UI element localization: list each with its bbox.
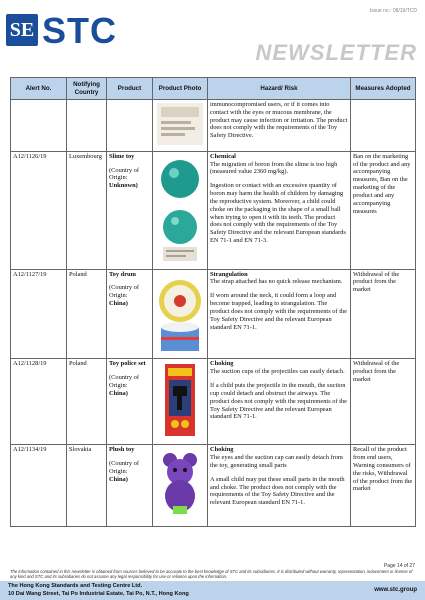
hazard-text: The migration of boron from the slime is too high (measured value 2360 mg/kg). [210, 160, 338, 176]
hazard-text: If worn around the neck, it could form a loop and become trapped, leading to strangulation. The product does not comply with the requirements of the Toy Safety Directive and the relevant European standard EN 71-1. [210, 292, 348, 331]
toy-drum-photo [155, 271, 205, 355]
hazard-text: A small child may put these small parts in the mouth and choke. The product does not comply with the requirements of the Toy Safety Directive and the relevant European standard EN 71-1. [210, 475, 345, 507]
header-photo: Product Photo [153, 78, 208, 100]
table-row [11, 359, 416, 445]
product-cell: Slime toy (Country of Origin: Unknown) [107, 151, 153, 269]
hazard-cell: immunocompromised users, or if it comes into contact with the eyes or mucous membrane, the product may cause infection or irritation. The product does not comply with the requirements of the Toy Safety Directive. [208, 100, 351, 152]
measures-cell: Recall of the product from end users, Warning consumers of the risks, Withdrawal of the product from the market [351, 445, 416, 527]
country: Poland [67, 359, 107, 445]
footer-bar [0, 581, 425, 600]
hazard-text: The suction cups of the projectiles can easily detach. [210, 368, 345, 376]
origin-label: (Country of Origin: [109, 460, 139, 475]
hazard-cell [208, 445, 351, 527]
product-name: Toy police set [109, 360, 146, 368]
product-photo [153, 269, 208, 359]
table-header-row [11, 78, 416, 100]
origin-value: China [109, 475, 126, 483]
website-link[interactable]: www.stc.group [374, 587, 417, 593]
hazard-text: The eyes and the suction cap can easily detach from the toy, generating small parts [210, 454, 343, 469]
measures-cell: Withdrawal of the product from the market [351, 359, 416, 445]
hazard-title: Choking [210, 360, 234, 368]
alert-no: A12/1134/19 [11, 445, 67, 527]
origin-label: (Country of Origin: [109, 284, 139, 300]
product-photo [153, 359, 208, 445]
product-name: Toy drum [109, 270, 136, 278]
hazard-text: If a child puts the projectile in the mouth, the suction cup could detach and obstruct the airways. The product does not comply with the requirements of the Toy Safety Directive and the relevant European standard EN 71-1. [210, 382, 348, 421]
hazard-title: Strangulation [210, 270, 248, 278]
table-row [11, 269, 416, 359]
origin-value: Unknown [109, 182, 136, 190]
hazard-cell [208, 269, 351, 359]
stc-logo-text: STC [42, 10, 117, 51]
header-product: Product [107, 78, 153, 100]
hazard-cell [208, 359, 351, 445]
header-measures: Measures Adopted [351, 78, 416, 100]
toy-police-set-photo [155, 360, 205, 440]
header-alert-no: Alert No. [11, 78, 67, 100]
alert-no: A12/1128/19 [11, 359, 67, 445]
measures-cell: Ban on the marketing of the product and any accompanying measures, Ban on the marketing of the product and any accompanying measures [351, 151, 416, 269]
header-country: Notifying Country [67, 78, 107, 100]
alert-no: A12/1126/19 [11, 151, 67, 269]
measures-cell: Withdrawal of the product from the market [351, 269, 416, 359]
page-number: Page 14 of 27 [383, 563, 415, 569]
origin-value: China [109, 389, 126, 397]
country: Luxembourg [67, 151, 107, 269]
country: Poland [67, 269, 107, 359]
product-photo [153, 100, 208, 152]
newsletter-title: NEWSLETTER [255, 40, 417, 65]
product-name: Slime toy [109, 152, 135, 160]
slime-toy-photo [155, 153, 205, 265]
hazard-title: Choking [210, 446, 234, 454]
hazard-title: Chemical [210, 152, 236, 160]
product-cell: Toy drum (Country of Origin: China) [107, 269, 153, 359]
issue-number: Issue no.: 08/19/TCD [369, 8, 417, 14]
product-photo [153, 151, 208, 269]
origin-label: (Country of Origin: [109, 166, 139, 182]
product-photo [153, 445, 208, 527]
plush-toy-photo [155, 446, 205, 522]
country: Slovakia [67, 445, 107, 527]
product-name: Plush toy [109, 446, 135, 454]
continued-product-photo [155, 101, 205, 147]
origin-label: (Country of Origin: [109, 374, 139, 390]
header-hazard: Hazard/ Risk [208, 78, 351, 100]
disclaimer: The information contained in this newsletter is obtained from sources believed to be accurate to the best knowledge of STC and its subsidiaries. It is distributed without warranty, representation, inducement or license of any kind and STC and its subsidiaries do not assume any legal responsibility for use or reliance upon the information. [10, 569, 413, 580]
alert-no: A12/1127/19 [11, 269, 67, 359]
alerts-table [10, 77, 416, 527]
table-row [11, 151, 416, 269]
hazard-text: The strap attached has no quick release mechanism. [210, 278, 343, 286]
hazard-cell [208, 151, 351, 269]
table-row [11, 445, 416, 527]
origin-value: China [109, 300, 126, 308]
company-address: 10 Dai Wang Street, Tai Po Industrial Estate, Tai Po, N.T., Hong Kong [8, 590, 189, 597]
company-info [8, 583, 189, 598]
product-cell: Toy police set (Country of Origin: China) [107, 359, 153, 445]
product-cell: Plush toy (Country of Origin: China) [107, 445, 153, 527]
stc-logo-mark: SE [6, 14, 38, 46]
table-row-continued [11, 100, 416, 152]
company-name: The Hong Kong Standards and Testing Centre Ltd. [8, 583, 143, 589]
newsletter-header [0, 0, 425, 70]
hazard-text: Ingestion or contact with an excessive quantity of boron may harm the health of children by damaging the reproductive system. Moreover, a child could choke on the packaging in the shape of a small ball when trying to open it with its teeth. The product does not comply with the requirements of the Toy Safety Directive and the relevant European standards EN 71-1 and EN 71-3. [210, 182, 346, 244]
